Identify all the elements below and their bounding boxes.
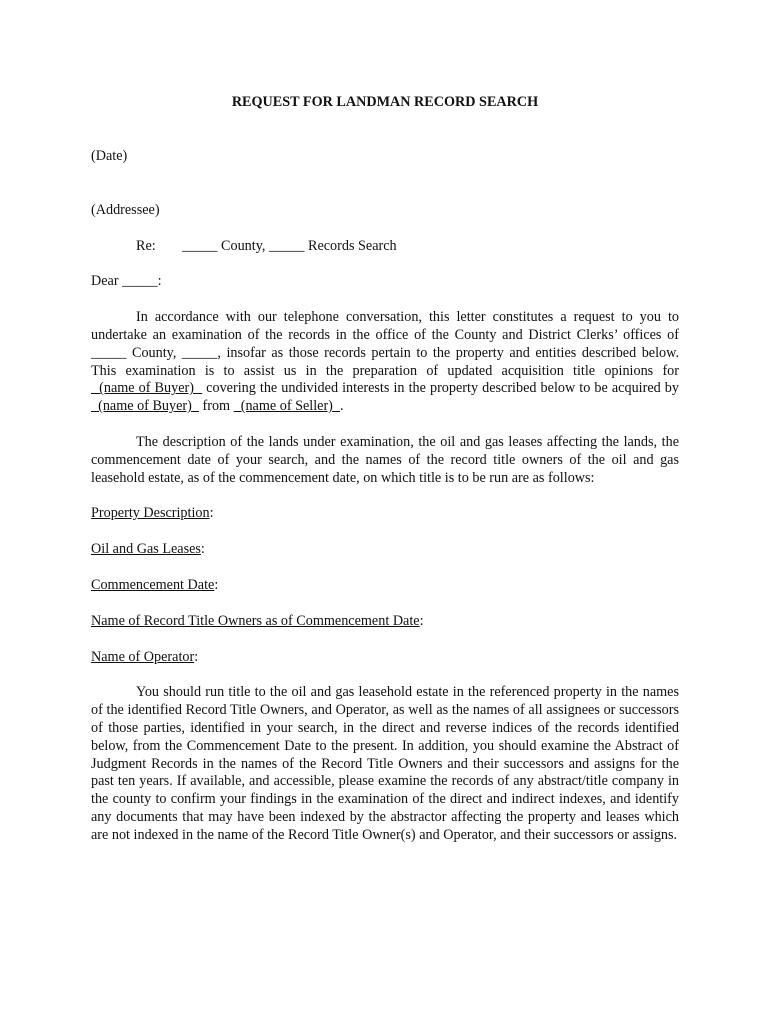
heading-record-title-owners [91, 613, 679, 631]
document-title: REQUEST FOR LANDMAN RECORD SEARCH [231, 94, 539, 110]
heading-oil-gas-leases [91, 541, 679, 559]
re-label: Re: [136, 237, 156, 254]
heading-suffix: : [200, 541, 205, 558]
date-placeholder: (Date) [91, 148, 128, 164]
paragraph-request-part1: In accordance with our telephone conversation, this letter constitutes a request to you to undertake an examination of the records in the office of the County and District Clerks’ offices of _____ County, _____, insofar as those records pertain to the property and entities described below. This examination is to assist us in the preparation of updated acquisition title opinions for [91, 309, 679, 379]
heading-property-description [91, 505, 679, 523]
re-text: _____ County, _____ Records Search [182, 237, 397, 254]
heading-operator-label: Name of Operator [91, 648, 195, 665]
heading-property-description-label: Property Description [91, 505, 210, 522]
addressee-placeholder: (Addressee) [91, 201, 160, 218]
paragraph-request [91, 309, 679, 416]
heading-operator [91, 649, 679, 667]
paragraph-description: The description of the lands under examination, the oil and gas leases affecting the lands, the commencement date of your search, and the names of the record title owners of the oil and gas leasehold estate, as of the commencement date, on which title is to be run are as follows: [91, 433, 679, 486]
salutation: Dear _____: [91, 273, 162, 290]
heading-oil-gas-leases-label: Oil and Gas Leases [91, 541, 201, 558]
re-line [91, 238, 679, 256]
buyer-name-field-2: (name of Buyer) [91, 398, 199, 415]
heading-commencement-date-label: Commencement Date [91, 576, 215, 593]
heading-suffix: : [209, 505, 214, 522]
paragraph-request-part2: covering the undivided interests in the property described below to be acquired by [202, 380, 679, 397]
paragraph-request-part4: . [340, 398, 344, 415]
heading-suffix: : [419, 612, 424, 629]
paragraph-instructions: You should run title to the oil and gas leasehold estate in the referenced property in the names of the identified Record Title Owners, and Operator, as well as the names of all assignees or successors of those parties, identified in your search, in the direct and reverse indices of the records identified below, from the Commencement Date to the present. In addition, you should examine the Abstract of Judgment Records in the names of the Record Title Owners and their successors and assigns for the past ten years. If available, and accessible, please examine the records of any abstract/title company in the county to confirm your findings in the examination of the direct and indirect indexes, and identify any documents that may have been indexed by the abstractor affecting the property and leases which are not indexed in the name of the Record Title Owner(s) and Operator, and their successors or assigns. [91, 684, 679, 843]
document-page [91, 94, 679, 845]
seller-name-field: (name of Seller) [233, 398, 341, 415]
heading-suffix: : [194, 648, 199, 665]
paragraph-request-part3: from [198, 398, 234, 415]
buyer-name-field-1: (name of Buyer) [91, 380, 203, 397]
heading-commencement-date [91, 577, 679, 595]
heading-record-title-owners-label: Name of Record Title Owners as of Commencement Date [91, 612, 420, 629]
heading-suffix: : [214, 576, 219, 593]
